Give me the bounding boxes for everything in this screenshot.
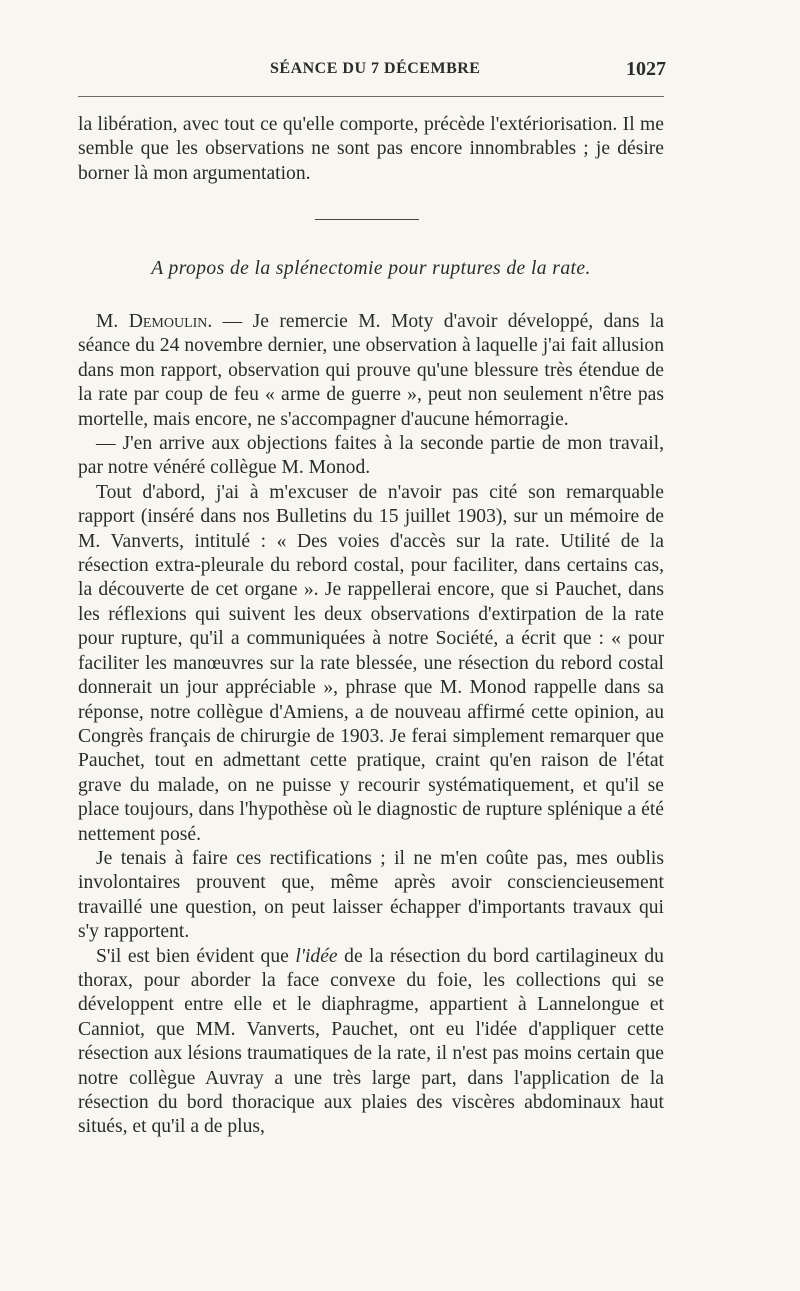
paragraph-4: Je tenais à faire ces rectifications ; il ne m'en coûte pas, mes oublis involontaires prouvent que, même après avoir consciencieusement travaillé une question, on peut laisser échapper d'importants travaux qui s'y rapportent. (78, 847, 664, 943)
running-head (78, 58, 666, 84)
intro-paragraph-block (78, 113, 664, 186)
paragraph-demoulin (78, 310, 664, 432)
page-number: 1027 (626, 58, 666, 80)
section-title: A propos de la splénectomie pour ruptures de la rate. (151, 258, 591, 279)
article-body (78, 310, 664, 1140)
paragraph-5 (78, 945, 664, 1140)
paragraph-2: — J'en arrive aux objections faites à la seconde partie de mon travail, par notre vénéré collègue M. Monod. (78, 433, 664, 479)
intro-paragraph: la libération, avec tout ce qu'elle comporte, précède l'extériorisation. Il me semble que les observations ne sont pas encore innombrables ; je désire borner là mon argumentation. (78, 114, 664, 184)
paragraph-5-text-a: S'il est bien évident que (96, 945, 296, 967)
paragraph-3: Tout d'abord, j'ai à m'excuser de n'avoir pas cité son remarquable rapport (inséré dans nos Bulletins du 15 juillet 1903), sur un mémoire de M. Vanverts, intitulé : « Des voies d'accès sur la rate. Utilité de la résection extra-pleurale du rebord costal, pour faciliter, dans certains cas, la découverte de cet organe ». Je rappellerai encore, que si Pauchet, dans les réflexions qui suivent les deux observations d'extirpation de la rate pour rupture, qu'il a communiquées à notre Société, a écrit que : « pour faciliter les manœuvres sur la rate blessée, une résection du rebord costal donnerait un jour appréciable », phrase que M. Monod rappelle dans sa réponse, notre collègue d'Amiens, a de nouveau affirmé cette opinion, au Congrès français de chirurgie de 1903. Je ferai simplement remarquer que Pauchet, tout en admettant cette pratique, craint qu'en raison de l'état grave du malade, on ne puisse y recourir systématiquement, et qu'il se place toujours, dans l'hypothèse où le diagnostic de rupture splénique a été nettement posé. (78, 481, 664, 845)
running-title: SÉANCE DU 7 DÉCEMBRE (270, 60, 481, 77)
paragraph-1-text: — Je remercie M. Moty d'avoir développé, dans la séance du 24 novembre dernier, une observation à laquelle j'ai fait allusion dans mon rapport, observation qui prouve qu'une blessure très étendue de la rate par coup de feu « arme de guerre », peut non seulement n'être pas mortelle, mais encore, ne s'accompagner d'aucune hémorragie. (78, 311, 664, 430)
paragraph-5-emphasis: l'idée (295, 945, 338, 967)
header-rule (78, 96, 664, 97)
paragraph-5-text-b: de la résection du bord cartilagineux du thorax, pour aborder la face convexe du foie, les collections qui se développent entre elle et le diaphragme, appartient à Lannelongue et Canniot, que MM. Vanverts, Pauchet, ont eu l'idée d'appliquer cette résection aux lésions traumatiques de la rate, il n'est pas moins certain que notre collègue Auvray a une très large part, dans l'application de la résection du bord thoracique aux plaies des viscères abdominaux haut situés, et qu'il a de plus, (78, 945, 664, 1138)
speaker-name: M. Demoulin. (96, 311, 213, 332)
section-separator (315, 219, 419, 220)
